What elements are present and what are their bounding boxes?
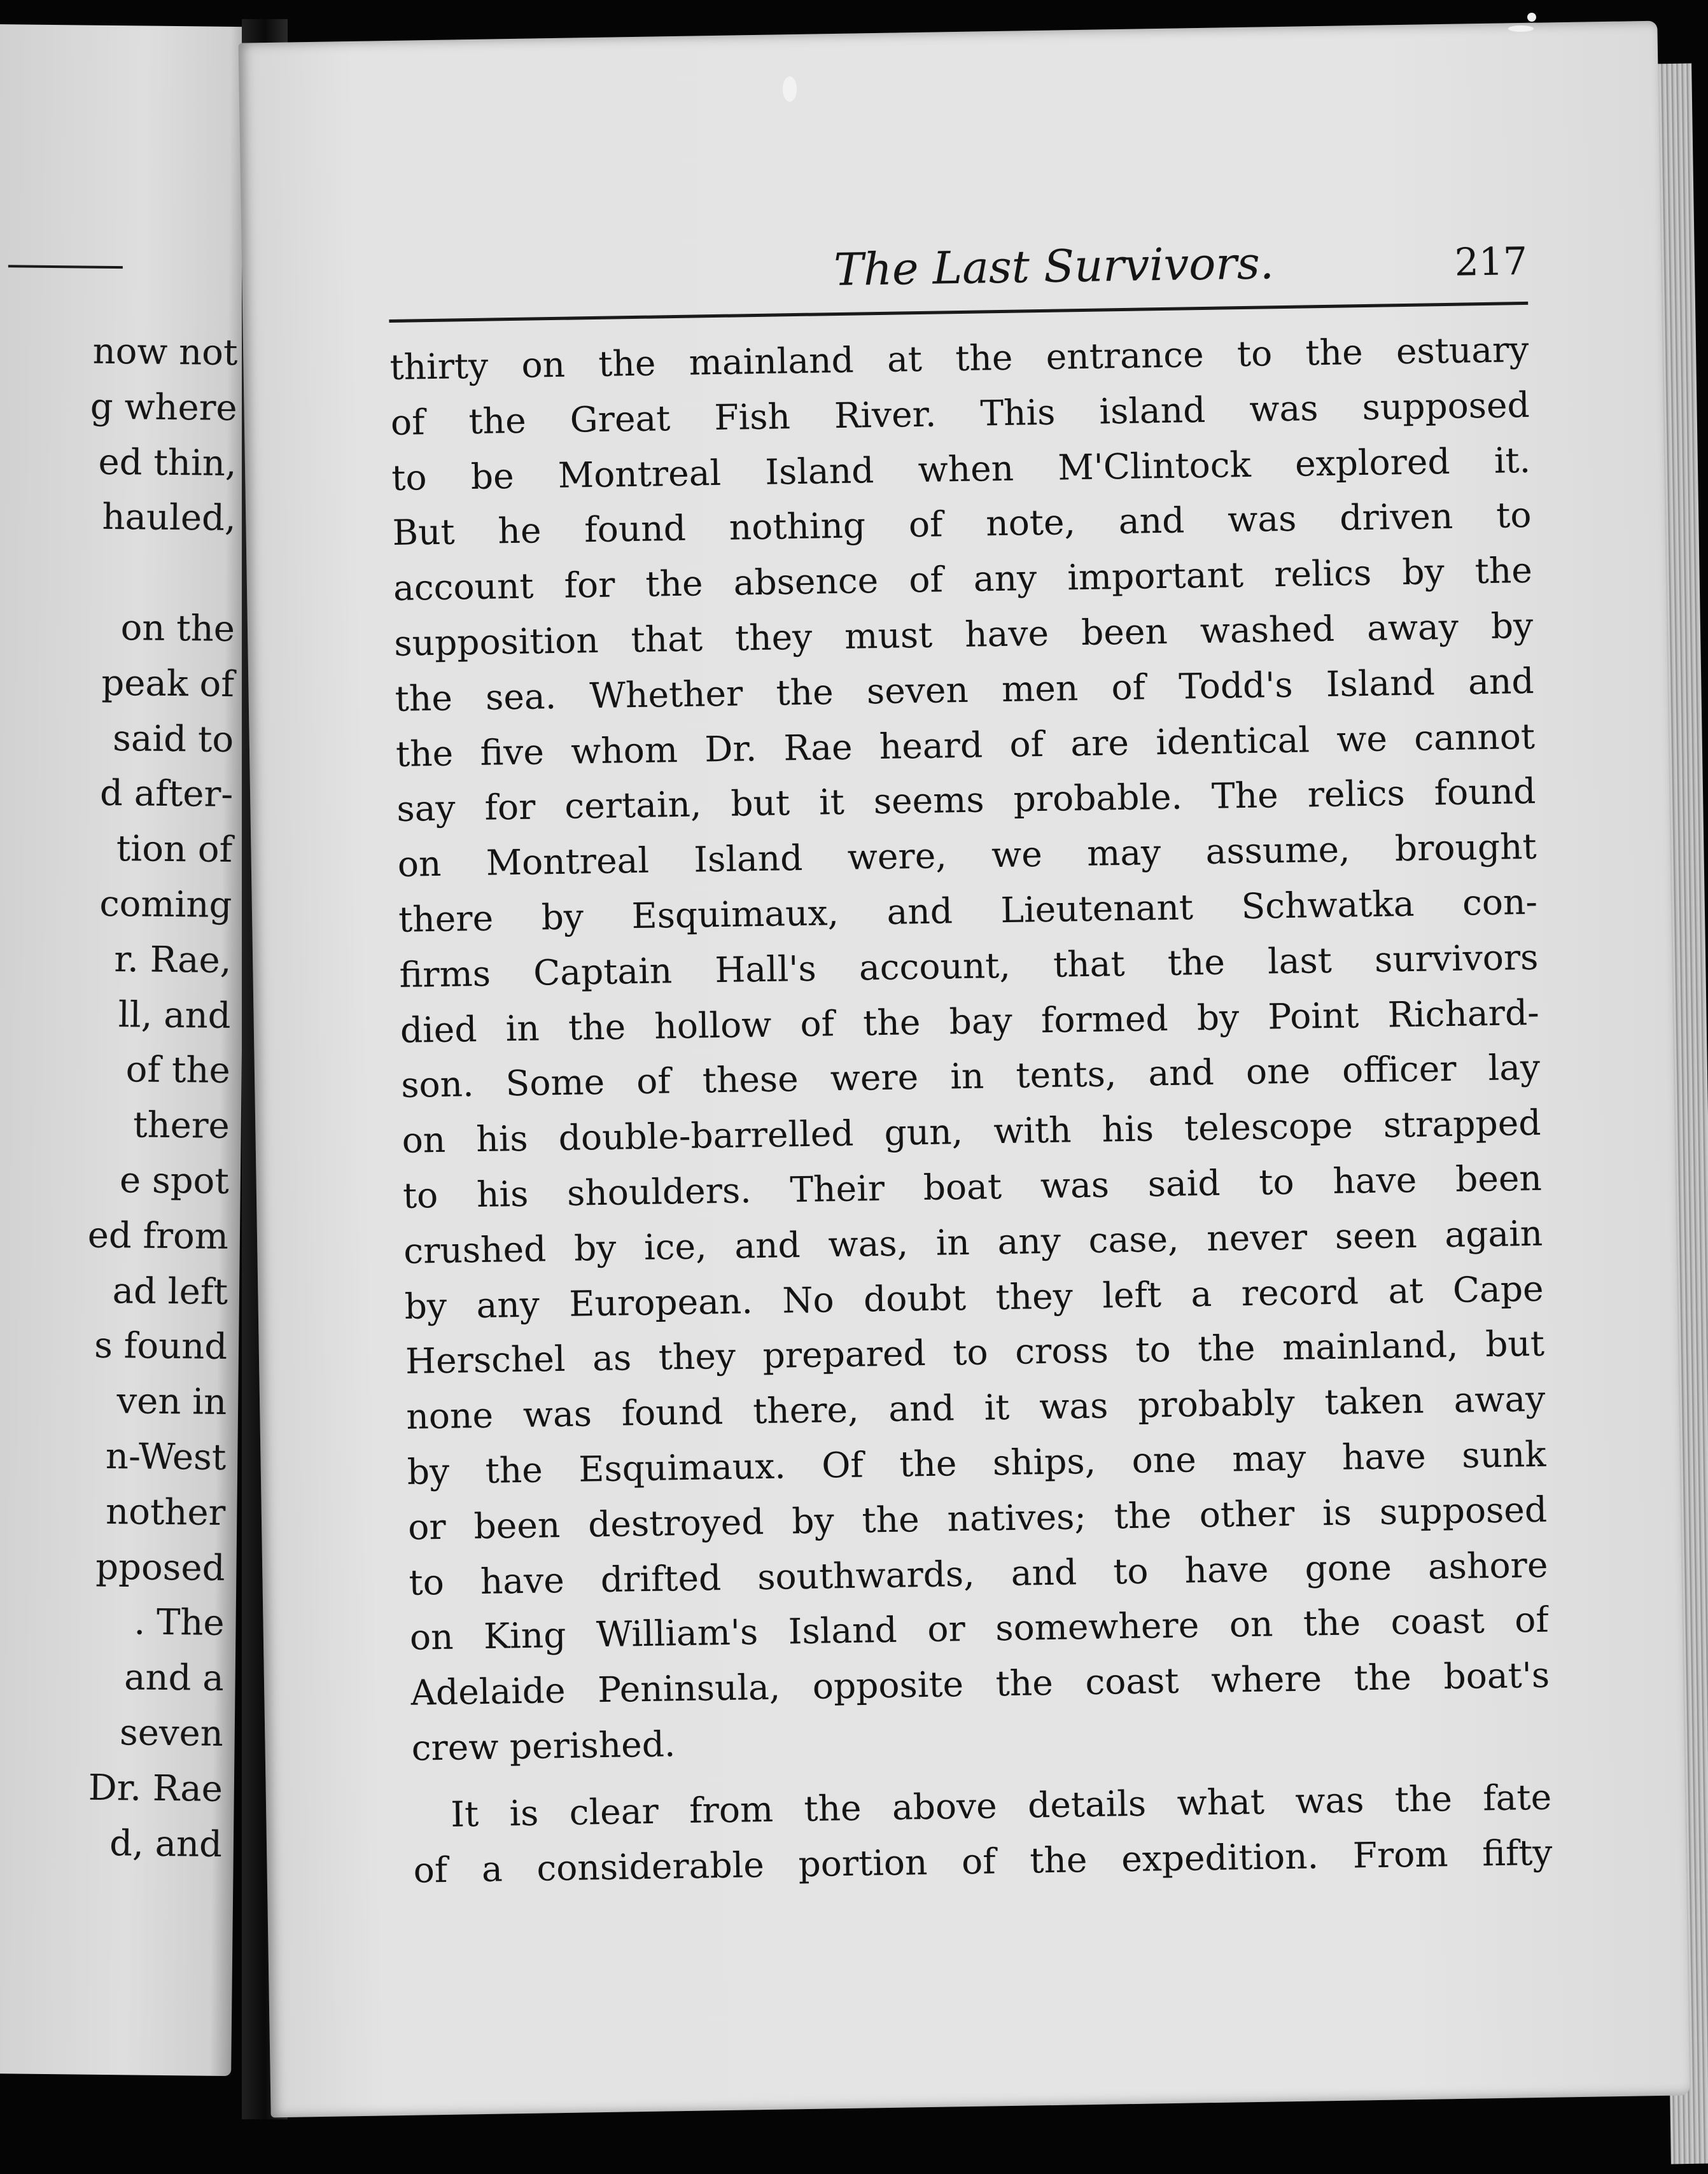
text-line: crew perished. <box>411 1723 676 1769</box>
text-line: account for the absence of any important relics by the <box>393 550 1533 609</box>
paragraph <box>389 322 1551 1776</box>
left-page <box>0 24 253 2076</box>
left-line: there <box>132 1104 230 1147</box>
text-line: supposition that they must have been washed away by <box>393 605 1534 664</box>
text-line: thirty on the mainland at the entrance to the estuary <box>389 328 1529 388</box>
text-line: of a considerable portion of the expedition. From fifty <box>413 1832 1553 1891</box>
left-line: said to <box>112 717 234 761</box>
text-line: But he found nothing of note, and was driven to <box>392 494 1532 554</box>
left-line: and a <box>123 1657 225 1700</box>
left-line: peak of <box>101 662 235 705</box>
left-line: ed thin, <box>98 441 237 484</box>
left-line: ad left <box>112 1270 228 1313</box>
text-line: the five whom Dr. Rae heard of are identical we cannot <box>395 715 1536 775</box>
left-line <box>88 545 236 602</box>
left-page-header-rule <box>8 265 123 269</box>
scan-speck <box>1527 13 1536 22</box>
text-line: of the Great Fish River. This island was supposed <box>390 384 1530 443</box>
left-line: n-West <box>105 1435 227 1478</box>
page-number: 217 <box>1454 239 1528 285</box>
left-line: e spot <box>119 1160 230 1202</box>
paragraph <box>412 1769 1553 1898</box>
body-text <box>389 322 1553 1898</box>
scan-speck <box>783 76 797 102</box>
text-line: crushed by ice, and was, in any case, never seen again <box>403 1212 1543 1272</box>
text-line: died in the hollow of the bay formed by Point Richard- <box>400 992 1540 1051</box>
text-line: none was found there, and it was probably taken away <box>405 1378 1546 1437</box>
left-line: ven in <box>116 1380 227 1424</box>
text-line: to have drifted southwards, and to have gone ashore <box>409 1544 1548 1603</box>
text-line: Herschel as they prepared to cross to the mainland, but <box>405 1323 1545 1382</box>
text-line: on his double-barrelled gun, with his telescope strapped <box>402 1102 1541 1161</box>
text-line: son. Some of these were in tents, and one officer lay <box>400 1047 1541 1106</box>
left-line: . The <box>134 1601 225 1645</box>
left-line: nother <box>105 1490 226 1534</box>
text-line: It is clear from the above details what was the fate <box>450 1776 1552 1835</box>
page-header <box>388 233 1528 308</box>
left-line: r. Rae, <box>114 938 232 981</box>
running-title: The Last Survivors. <box>833 237 1275 297</box>
text-line: the sea. Whether the seven men of Todd's Island and <box>395 660 1535 719</box>
text-line: on King William's Island or somewhere on the coast of <box>409 1599 1550 1659</box>
left-line: coming <box>99 883 232 926</box>
left-line: g where <box>90 386 237 429</box>
text-line: on Montreal Island were, we may assume, brought <box>397 826 1537 885</box>
left-line: ed from <box>87 1214 229 1258</box>
left-line: Dr. Rae <box>88 1767 223 1810</box>
text-line: there by Esquimaux, and Lieutenant Schwatka con- <box>398 881 1538 940</box>
right-page <box>239 21 1690 2118</box>
left-line: now not <box>92 330 238 374</box>
left-line: d after- <box>99 773 234 816</box>
left-line: hauled, <box>102 496 237 540</box>
text-line: by the Esquimaux. Of the ships, one may have sunk <box>407 1433 1547 1492</box>
text-line: say for certain, but it seems probable. The relics found <box>396 771 1536 830</box>
left-line: pposed <box>95 1546 225 1589</box>
left-line: seven <box>119 1712 224 1755</box>
text-line: or been destroyed by the natives; the other is supposed <box>407 1489 1548 1548</box>
text-line: Adelaide Peninsula, opposite the coast where the boat's <box>410 1654 1550 1713</box>
text-line: firms Captain Hall's account, that the last survivors <box>399 936 1539 995</box>
scan-speck <box>1508 25 1534 32</box>
text-line: to be Montreal Island when M'Clintock explored it. <box>391 439 1531 498</box>
left-page-text <box>75 325 238 1873</box>
left-line: on the <box>120 607 235 650</box>
left-line: s found <box>94 1325 228 1368</box>
text-line: to his shoulders. Their boat was said to have been <box>402 1157 1543 1216</box>
left-line: of the <box>125 1049 231 1092</box>
left-line: ll, and <box>118 993 231 1037</box>
text-line: by any European. No doubt they left a record at Cape <box>404 1268 1544 1327</box>
left-line: tion of <box>116 828 233 871</box>
left-line: d, and <box>109 1822 223 1865</box>
